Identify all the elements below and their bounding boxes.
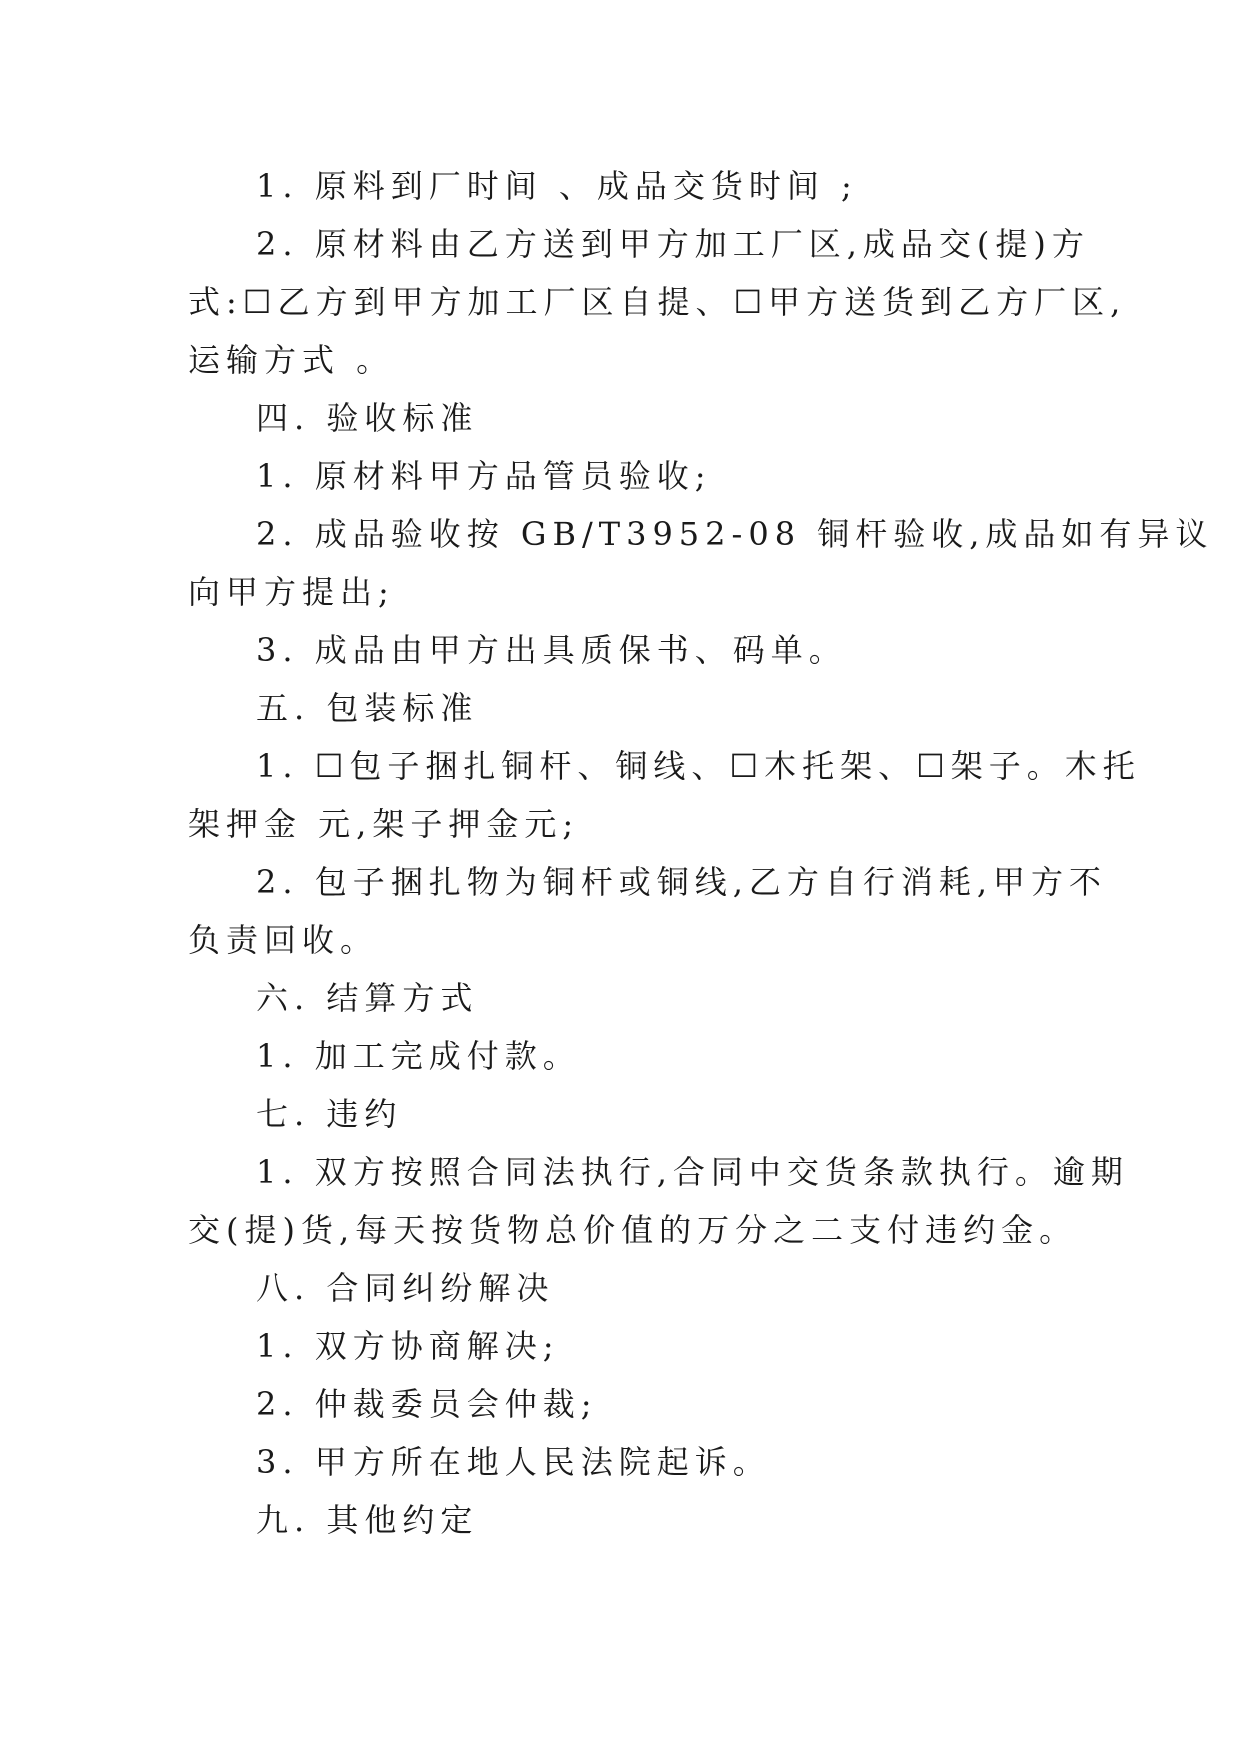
clause-8-item-3: 3. 甲方所在地人民法院起诉。 — [256, 1443, 771, 1481]
clause-5-item-2-line-1: 2. 包子捆扎物为铜杆或铜线,乙方自行消耗,甲方不 — [256, 863, 1108, 901]
section-heading-4: 四. 验收标准 — [256, 399, 479, 437]
clause-7-item-1-line-2: 交(提)货,每天按货物总价值的万分之二支付违约金。 — [188, 1211, 1078, 1249]
clause-4-item-3: 3. 成品由甲方出具质保书、码单。 — [256, 631, 847, 669]
clause-5-item-1-line-2: 架押金 元,架子押金元; — [188, 805, 580, 843]
section-heading-8: 八. 合同纠纷解决 — [256, 1269, 555, 1307]
clause-5-item-1-line-1: 1. ☐包子捆扎铜杆、铜线、☐木托架、☐架子。木托 — [256, 747, 1141, 785]
clause-6-item-1: 1. 加工完成付款。 — [256, 1037, 581, 1075]
clause-4-item-2-line-1: 2. 成品验收按 GB/T3952-08 铜杆验收,成品如有异议 — [256, 515, 1214, 553]
section-heading-5: 五. 包装标准 — [256, 689, 479, 727]
clause-7-item-1-line-1: 1. 双方按照合同法执行,合同中交货条款执行。逾期 — [256, 1153, 1129, 1191]
section-heading-9: 九. 其他约定 — [256, 1501, 479, 1539]
clause-4-item-2-line-2: 向甲方提出; — [188, 573, 395, 611]
clause-5-item-2-line-2: 负责回收。 — [188, 921, 379, 959]
clause-3-item-2-line-3: 运输方式 。 — [188, 341, 395, 379]
clause-3-item-2-line-1: 2. 原材料由乙方送到甲方加工厂区,成品交(提)方 — [256, 225, 1090, 263]
clause-3-item-1: 1. 原料到厂时间 、成品交货时间 ; — [256, 167, 858, 205]
clause-3-item-2-line-2: 式:☐乙方到甲方加工厂区自提、☐甲方送货到乙方厂区, — [188, 283, 1127, 321]
clause-8-item-1: 1. 双方协商解决; — [256, 1327, 560, 1365]
clause-8-item-2: 2. 仲裁委员会仲裁; — [256, 1385, 598, 1423]
section-heading-7: 七. 违约 — [256, 1095, 403, 1133]
clause-4-item-1: 1. 原材料甲方品管员验收; — [256, 457, 712, 495]
section-heading-6: 六. 结算方式 — [256, 979, 479, 1017]
